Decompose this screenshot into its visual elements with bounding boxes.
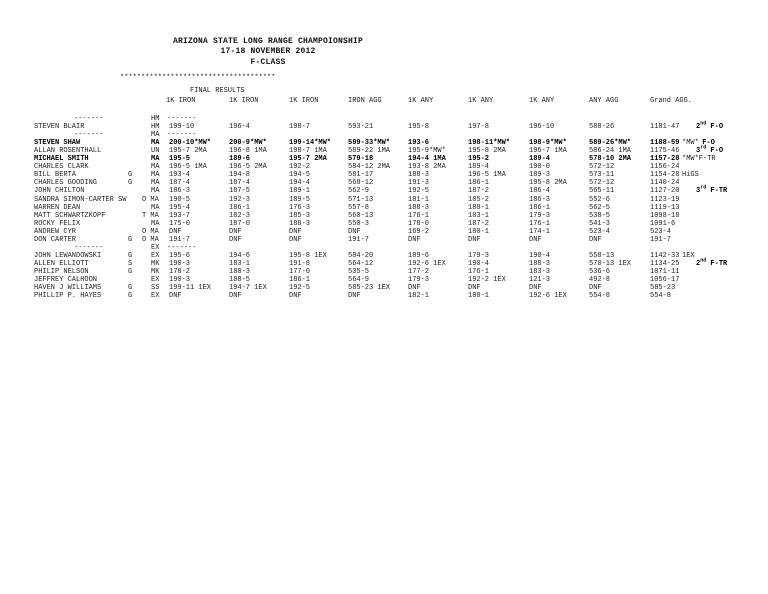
class-code: MA: [151, 139, 160, 148]
score-cell: DNF: [289, 292, 302, 301]
score-cell: 200-9*MW*: [229, 139, 267, 148]
score-cell: 562-9: [348, 187, 370, 196]
score-cell: 183-1: [468, 211, 490, 220]
score-cell: 185-3: [289, 211, 311, 220]
score-cell: 195-7 2MA: [289, 155, 327, 164]
class-code: O MA: [142, 235, 159, 244]
score-cell: 195-8 2MA: [468, 147, 506, 156]
score-cell: 571-13: [348, 195, 374, 204]
score-cell: 193-7: [169, 211, 191, 220]
star-divider: *************************************: [120, 74, 276, 82]
score-cell: 196-4: [229, 123, 251, 132]
score-cell: 196-8 1MA: [229, 147, 267, 156]
category-flag: G: [128, 179, 133, 188]
competitor-name: JOHN LEWANDOWSKI: [34, 251, 102, 260]
competitor-name: MICHAEL SMITH: [34, 155, 89, 164]
score-cell: 599-33*MW*: [348, 139, 391, 148]
group-separator: -------: [167, 131, 197, 140]
score-cell: 194-4 1MA: [408, 155, 446, 164]
score-cell: 584-12 2MA: [348, 163, 391, 172]
score-cell: 121-3: [529, 276, 551, 284]
record-mark: *MW*F-TR: [682, 155, 716, 164]
score-cell: 177-0: [289, 267, 311, 276]
score-cell: 586-24 1MA: [589, 147, 632, 156]
score-cell: 179-3: [529, 211, 551, 220]
score-cell: 195-8 1EX: [289, 251, 327, 260]
score-cell: DNF: [229, 227, 242, 236]
column-header: 1K ANY: [529, 97, 555, 105]
score-cell: 191-7: [650, 235, 672, 244]
score-cell: 194-5: [289, 171, 311, 180]
class-code: MK: [151, 267, 160, 276]
competitor-name: WARREN DEAN: [34, 203, 81, 212]
score-cell: 188-3: [529, 259, 551, 268]
class-code: MA: [151, 219, 160, 228]
score-cell: 195-7 2MA: [169, 147, 207, 156]
score-cell: 181-1: [408, 195, 430, 204]
column-header: 1K IRON: [289, 97, 319, 105]
score-cell: 194-4: [289, 179, 311, 188]
score-cell: 523-4: [589, 227, 611, 236]
score-cell: 188-5: [229, 276, 251, 284]
score-cell: 1154-28: [650, 171, 680, 180]
class-code: MA: [151, 155, 160, 164]
competitor-name: BILL BERTA: [34, 171, 77, 180]
column-header: IRON AGG: [348, 97, 382, 105]
score-cell: 572-12: [589, 163, 615, 172]
score-cell: 190-4: [529, 251, 551, 260]
column-header: 1K ANY: [408, 97, 434, 105]
score-cell: DNF: [348, 292, 361, 301]
score-cell: 198-7: [289, 123, 311, 132]
final-results-label: FINAL RESULTS: [190, 87, 245, 95]
class-code: HM: [151, 123, 160, 132]
group-code: MA: [151, 131, 160, 140]
group-code: EX: [151, 243, 160, 252]
competitor-name: JOHN CHILTON: [34, 187, 85, 196]
score-cell: DNF: [289, 235, 302, 244]
score-cell: 554-8: [589, 292, 611, 301]
score-cell: 578-10 2MA: [589, 155, 632, 164]
score-cell: 176-1: [529, 219, 551, 228]
score-cell: 585-23: [650, 284, 676, 293]
score-cell: 193-8 2MA: [408, 163, 446, 172]
score-cell: 198-9*MW*: [529, 139, 567, 148]
score-cell: 1127-20: [650, 187, 680, 196]
score-cell: 552-6: [589, 195, 611, 204]
competitor-name: HAVEN J WILLIAMS: [34, 284, 102, 293]
score-cell: 198-7 1MA: [289, 147, 327, 156]
score-cell: 193-4: [169, 171, 191, 180]
class-code: MA: [151, 187, 160, 196]
score-cell: 189-1: [289, 187, 311, 196]
award-label: 3rd F-O: [696, 144, 724, 156]
class-code: MA: [151, 179, 160, 188]
score-cell: 195-9*MW*: [408, 147, 446, 156]
score-cell: 199-10: [169, 123, 195, 132]
score-cell: 195-5: [169, 155, 191, 164]
record-mark: 1EX: [682, 251, 695, 260]
score-cell: 195-4: [169, 203, 191, 212]
competitor-name: PHILIP NELSON: [34, 267, 89, 276]
score-cell: 573-11: [589, 171, 615, 180]
score-cell: DNF: [529, 284, 542, 293]
score-cell: 183-1: [229, 259, 251, 268]
score-cell: 588-26: [589, 123, 615, 132]
group-separator: -------: [74, 243, 104, 252]
score-cell: 191-7: [169, 235, 191, 244]
score-cell: 186-1: [289, 276, 311, 284]
score-cell: 200-10*MW*: [169, 139, 212, 148]
score-cell: DNF: [468, 235, 481, 244]
score-cell: 565-11: [589, 187, 615, 196]
score-cell: 1140-24: [650, 179, 680, 188]
column-header: 1K IRON: [229, 97, 259, 105]
score-cell: 564-12: [348, 259, 374, 268]
score-cell: 188-3: [408, 171, 430, 180]
score-cell: 589-26*MW*: [589, 139, 632, 148]
competitor-name: ANDREW CYR: [34, 227, 77, 236]
score-cell: 192-5: [408, 187, 430, 196]
score-cell: 190-3: [169, 276, 191, 284]
score-cell: 1156-24: [650, 163, 680, 172]
score-cell: 180-1: [468, 227, 490, 236]
class-code: MA: [151, 163, 160, 172]
event-dates: 17-18 NOVEMBER 2012: [220, 47, 316, 56]
score-cell: 1157-28: [650, 155, 680, 164]
score-cell: 570-13 1EX: [589, 259, 632, 268]
championship-title: ARIZONA STATE LONG RANGE CHAMPOIONSHIP: [172, 37, 364, 46]
score-cell: 187-4: [169, 179, 191, 188]
score-cell: 1091-6: [650, 219, 676, 228]
score-cell: DNF: [169, 292, 182, 301]
score-cell: 535-5: [348, 267, 370, 276]
score-cell: 187-4: [229, 179, 251, 188]
score-cell: 180-1: [468, 292, 490, 301]
score-cell: 176-1: [408, 211, 430, 220]
score-cell: 492-8: [589, 276, 611, 284]
score-cell: 187-2: [468, 219, 490, 228]
score-cell: 196-10: [529, 123, 555, 132]
award-label: F-O: [702, 139, 715, 148]
group-separator: -------: [74, 131, 104, 140]
score-cell: 593-21: [348, 123, 374, 132]
score-cell: 186-3: [529, 195, 551, 204]
score-cell: 186-1: [229, 203, 251, 212]
score-cell: 192-3: [229, 195, 251, 204]
score-cell: 186-1: [529, 203, 551, 212]
score-cell: 557-8: [348, 203, 370, 212]
class-code: MK: [151, 259, 160, 268]
score-cell: 178-2: [169, 267, 191, 276]
score-cell: 195-6: [169, 251, 191, 260]
score-cell: 195-8: [408, 123, 430, 132]
group-code: HM: [151, 115, 160, 123]
score-cell: DNF: [229, 292, 242, 301]
score-cell: 572-12: [589, 179, 615, 188]
score-cell: 183-3: [529, 267, 551, 276]
score-cell: 585-23 1EX: [348, 284, 391, 293]
score-cell: 196-5 1MA: [468, 171, 506, 180]
category-flag: G: [128, 235, 133, 244]
group-separator: -------: [167, 115, 197, 123]
score-cell: 189-4: [468, 163, 490, 172]
score-cell: 189-6: [229, 155, 251, 164]
score-cell: 560-13: [348, 211, 374, 220]
score-cell: 550-3: [348, 219, 370, 228]
class-code: EX: [151, 276, 160, 284]
score-cell: 564-9: [348, 276, 370, 284]
score-cell: 182-1: [408, 292, 430, 301]
category-flag: G: [128, 251, 133, 260]
score-cell: DNF: [289, 227, 302, 236]
score-cell: 188-3: [408, 203, 430, 212]
score-cell: 190-3: [169, 259, 191, 268]
category-flag: G: [128, 292, 133, 301]
score-cell: 197-8: [468, 123, 490, 132]
score-cell: 199-14*MW*: [289, 139, 332, 148]
score-cell: 554-8: [650, 292, 672, 301]
competitor-name: CHARLES CLARK: [34, 163, 89, 172]
score-cell: 192-6 1EX: [529, 292, 567, 301]
score-cell: DNF: [589, 235, 602, 244]
score-cell: 179-3: [468, 251, 490, 260]
competitor-name: STEVEN SHAW: [34, 139, 81, 148]
score-cell: 1071-11: [650, 267, 680, 276]
score-cell: 1056-17: [650, 276, 680, 284]
score-cell: 187-5: [229, 187, 251, 196]
category-flag: G: [128, 284, 133, 293]
score-cell: 191-7: [348, 235, 370, 244]
score-cell: 192-2: [289, 163, 311, 172]
score-cell: 1098-18: [650, 211, 680, 220]
score-cell: 541-3: [589, 219, 611, 228]
category-flag: G: [128, 267, 133, 276]
score-cell: 1119-13: [650, 203, 680, 212]
category-flag: G: [128, 171, 133, 180]
score-cell: 1142-33: [650, 251, 680, 260]
score-cell: 1134-25: [650, 259, 680, 268]
score-cell: DNF: [348, 227, 361, 236]
score-cell: 584-20: [348, 251, 374, 260]
category-flag: S: [128, 259, 133, 268]
record-mark: HiGS: [682, 171, 699, 180]
competitor-name: ALLAN ROSENTHALL: [34, 147, 102, 156]
score-cell: 1188-59: [650, 139, 680, 148]
score-cell: 180-3: [229, 267, 251, 276]
score-cell: 169-2: [408, 227, 430, 236]
score-cell: 186-1: [468, 179, 490, 188]
class-code: MA: [151, 203, 160, 212]
class-code: EX: [151, 292, 160, 301]
column-header: ANY AGG: [589, 97, 619, 105]
score-cell: 179-3: [408, 276, 430, 284]
score-cell: 523-4: [650, 227, 672, 236]
score-cell: 589-22 1MA: [348, 147, 391, 156]
score-cell: 188-1: [468, 203, 490, 212]
class-code: SS: [151, 284, 160, 293]
score-cell: 194-6: [229, 251, 251, 260]
score-cell: 1175-46: [650, 147, 680, 156]
group-separator: -------: [74, 115, 104, 123]
score-cell: 176-1: [468, 267, 490, 276]
score-cell: 192-2 1EX: [468, 276, 506, 284]
competitor-name: DON CARTER: [34, 235, 77, 244]
score-cell: 185-2: [468, 195, 490, 204]
score-cell: 186-4: [529, 187, 551, 196]
score-cell: 558-13: [589, 251, 615, 260]
score-cell: 191-8: [289, 259, 311, 268]
class-code: EX: [151, 251, 160, 260]
score-cell: 579-18: [348, 155, 374, 164]
competitor-name: PHILLIP P. HAYES: [34, 292, 102, 301]
score-cell: 189-4: [529, 155, 551, 164]
score-cell: 562-5: [589, 203, 611, 212]
score-cell: 175-0: [169, 219, 191, 228]
competitor-name: MATT SCHWARTZKOPF: [34, 211, 106, 220]
score-cell: DNF: [529, 235, 542, 244]
score-cell: 187-2: [468, 187, 490, 196]
score-cell: 189-3: [529, 171, 551, 180]
competitor-name: SANDRA SIMON-CARTER SW: [34, 195, 127, 204]
class-code: O MA: [142, 227, 159, 236]
score-cell: 174-1: [529, 227, 551, 236]
score-cell: 538-5: [589, 211, 611, 220]
group-separator: -------: [167, 243, 197, 252]
score-cell: 199-11 1EX: [169, 284, 212, 293]
score-cell: 189-5: [289, 195, 311, 204]
score-cell: DNF: [468, 284, 481, 293]
score-cell: 188-3: [289, 219, 311, 228]
score-cell: 190-5: [169, 195, 191, 204]
award-label: 2nd F-O: [696, 120, 724, 132]
score-cell: DNF: [408, 235, 421, 244]
score-cell: 196-7 1MA: [529, 147, 567, 156]
score-cell: 198-11*MW*: [468, 139, 511, 148]
score-cell: 1181-47: [650, 123, 680, 132]
score-cell: 193-6: [408, 139, 430, 148]
score-cell: 536-6: [589, 267, 611, 276]
competitor-name: STEVEN BLAIR: [34, 123, 85, 132]
score-cell: 186-3: [169, 187, 191, 196]
class-title: F-CLASS: [250, 58, 286, 67]
score-cell: 568-12: [348, 179, 374, 188]
score-cell: 194-7 1EX: [229, 284, 267, 293]
column-header: Grand AGG.: [650, 97, 693, 105]
class-code: UN: [151, 147, 160, 156]
class-code: O MA: [142, 195, 159, 204]
class-code: T MA: [142, 211, 159, 220]
score-cell: 190-0: [529, 163, 551, 172]
score-cell: 195-8 2MA: [529, 179, 567, 188]
award-label: 2nd F-TR: [696, 257, 728, 268]
column-header: 1K ANY: [468, 97, 494, 105]
score-cell: DNF: [229, 235, 242, 244]
competitor-name: ROCKY FELIX: [34, 219, 81, 228]
score-cell: 178-0: [408, 219, 430, 228]
score-cell: DNF: [408, 284, 421, 293]
score-cell: 195-2: [468, 155, 490, 164]
column-header: 1K IRON: [166, 97, 196, 105]
score-cell: 196-5 2MA: [229, 163, 267, 172]
score-cell: 191-3: [408, 179, 430, 188]
score-cell: 187-0: [229, 219, 251, 228]
score-cell: 1123-19: [650, 195, 680, 204]
score-cell: 189-6: [408, 251, 430, 260]
score-cell: 194-8: [229, 171, 251, 180]
competitor-name: ALLEN ELLIOTT: [34, 259, 89, 268]
record-mark: *MW*: [682, 139, 699, 148]
score-cell: 196-5 1MA: [169, 163, 207, 172]
award-label: 3rd F-TR: [696, 185, 728, 196]
score-cell: 177-2: [408, 267, 430, 276]
score-cell: DNF: [589, 284, 602, 293]
score-cell: 176-3: [289, 203, 311, 212]
competitor-name: JEFFREY CALHOON: [34, 276, 98, 284]
score-cell: 190-4: [468, 259, 490, 268]
score-cell: DNF: [169, 227, 182, 236]
score-cell: 182-3: [229, 211, 251, 220]
class-code: MA: [151, 171, 160, 180]
score-cell: 192-5: [289, 284, 311, 293]
score-cell: 581-17: [348, 171, 374, 180]
competitor-name: CHARLES GOODING: [34, 179, 98, 188]
score-cell: 192-6 1EX: [408, 259, 446, 268]
